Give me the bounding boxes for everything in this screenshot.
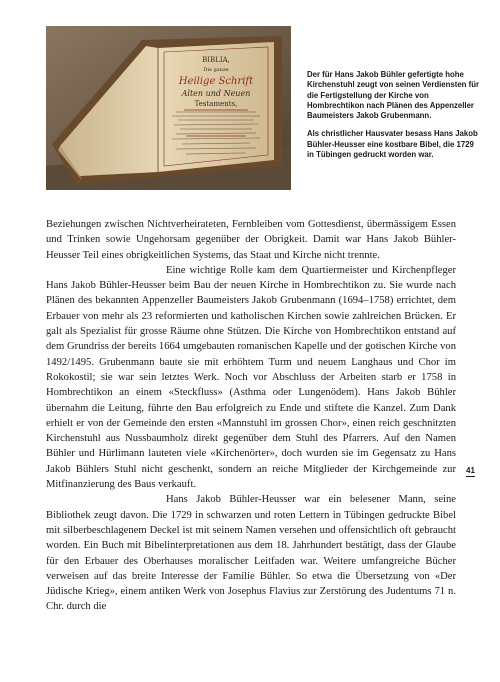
caption-paragraph-1: Der für Hans Jakob Bühler gefertigte hohe Kirchenstuhl zeugt von seinen Verdiensten für die Fertigstellung der Kirche von Hombrechtikon nach Plänen des Appenzeller Baumeisters Jakob Grubenmann. — [307, 70, 479, 121]
caption-paragraph-2: Als christlicher Hausvater besass Hans Jakob Bühler-Heusser eine kostbare Bibel, die 1729 in Tübingen gedruckt worden war. — [307, 129, 478, 159]
photo-caption — [307, 70, 482, 168]
bible-title-line-5: Testaments, — [194, 100, 238, 108]
bible-title-line-2: Die ganze — [203, 67, 229, 73]
body-paragraph-3: Hans Jakob Bühler-Heusser war ein belesener Mann, seine Bibliothek zeugt davon. Die 1729 in schwarzen und roten Lettern in Tübingen gedruckte Bibel mit silberbeschlagenem Deckel ist mit seinem Namen versehen und offensichtlich oft gebraucht worden. Ein Buch mit Bibelinterpretationen aus dem 18. Jahrhundert bestätigt, dass der Glaube für den Erbauer des Oberhauses moralischer Leitfaden war. Weitere umfangreiche Bücher verweisen auf das breite Interesse der Familie Bühler. So etwa die Übersetzung von «Der Jüdische Krieg», einem antiken Werk von Josephus Flavius zur Zerstörung des Judentums 71 n. Chr. durch die — [46, 494, 456, 613]
bible-illustration — [46, 26, 291, 190]
bible-title-line-1: BIBLIA, — [202, 56, 230, 64]
body-paragraph-1: Beziehungen zwischen Nichtverheirateten, Fernbleiben vom Gottesdienst, übermässigem Essen und Trinken sowie Ungehorsam gegenüber der Obrigkeit. Damit war Hans Jakob Bühler-Heusser Teil eines obrigkeitlichen Systems, das Staat und Kirche nicht trennte. — [46, 219, 456, 261]
bible-title-line-3: Heilige Schrift — [178, 76, 254, 87]
page-number: 41 — [466, 466, 475, 475]
bible-photo — [46, 26, 291, 190]
body-text — [46, 217, 456, 615]
bible-title-line-4: Alten und Neuen — [181, 89, 251, 98]
body-paragraph-2: Eine wichtige Rolle kam dem Quartiermeister und Kirchenpfleger Hans Jakob Bühler-Heusser beim Bau der neuen Kirche in Hombrechtikon zu. Sie wurde nach Plänen des bekannten Appenzeller Baumeisters Jakob Grubenmann (1694–1758) errichtet, dem Erbauer von mehr als 23 reformierten und katholischen Kirchen sowie zahlreichen Brücken. Er galt als Spezialist für grosse Räume ohne Stützen. Die Kirche von Hombrechtikon entstand auf dem Grundriss der bereits 1664 umgebauten romanischen Kapelle und der gotischen Kirche von 1492/1495. Grubenmann baute sie mit erhöhtem Turm und neuem Langhaus und Chor im Rokokostil; sie war sein letztes Werk. Noch vor Abschluss der Arbeiten starb er 1758 in Hombrechtikon an einem «Steckfluss» (Asthma oder Lungenödem). Hans Jakob Bühler übernahm die Leitung, führte den Bau erfolgreich zu Ende und stiftete die Kanzel. Zum Dank erhielt er von der Gemeinde den ersten «Mannstuhl im grossen Chor», einen reich geschnitzten Kirchenstuhl aus Nussbaumholz direkt gegenüber dem Stuhl des Pfarrers. Auf den Namen Bühler und Hürlimann lauteten viele «Kirchenörter», doch wurden sie im Gegensatz zu Hans Jakob Bühlers Stuhl nicht geschenkt, sondern an reiche Mitglieder der Kirchgemeinde zur Mitfinanzierung des Baus verkauft. — [46, 264, 456, 491]
